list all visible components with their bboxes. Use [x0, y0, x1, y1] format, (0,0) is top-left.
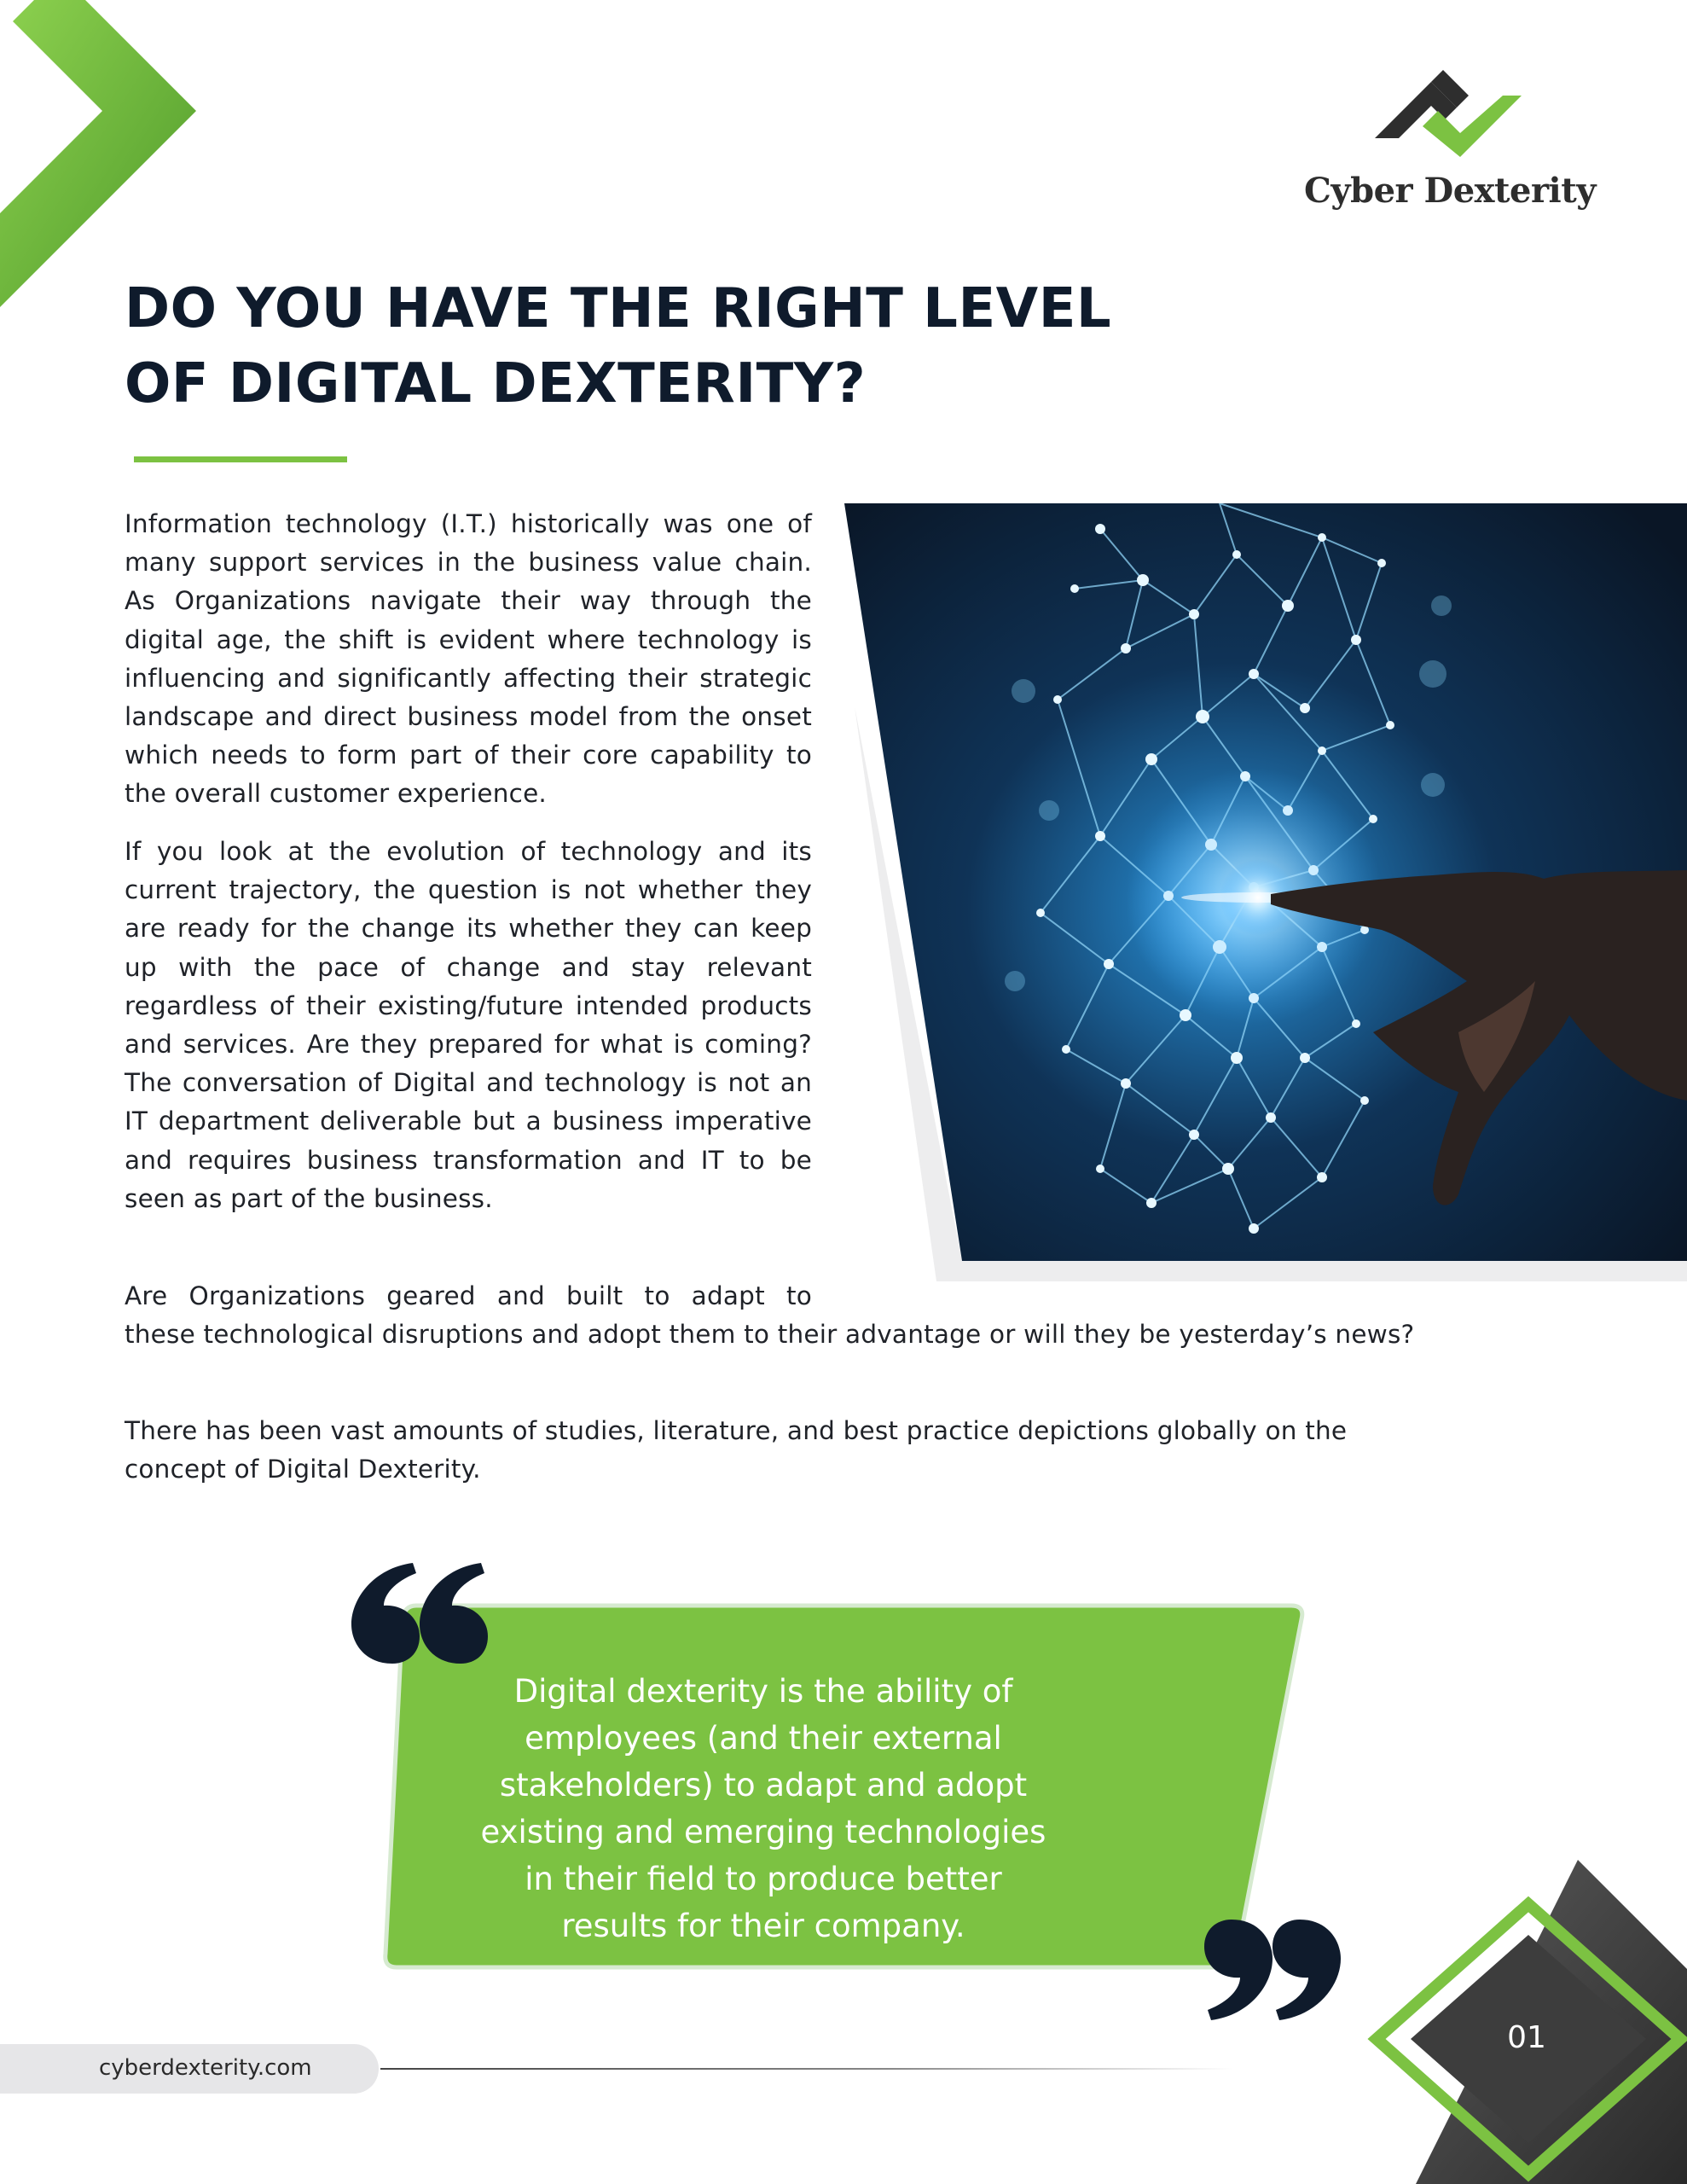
quote-text: Digital dexterity is the ability of employees (and their external stakeholders) to adapt and adopt existing and emerging technologies in their field to produce better results for their company. [480, 1673, 1046, 1944]
body-paragraph-3-continuation: these technological disruptions and adopt them to their advantage or will they be yesterday’s news? [125, 1320, 1415, 1349]
hand-touching-network-illustration [844, 503, 1687, 1281]
body-paragraph-2: If you look at the evolution of technology and its current trajectory, the question is not whether they are ready for the change its whether they can keep up with the pace of change and stay relevant regardless of their existing/future intended products and services. Are they prepared for what is coming? The conversation of Digital and technology is not an IT department deliverable but a business imperative and requires business transformation and IT to be seen as part of the business. [125, 837, 812, 1213]
body-paragraph-4: There has been vast amounts of studies, literature, and best practice depictions globally on the concept of Digital Dexterity. [125, 1416, 1348, 1484]
brand-logo [1279, 67, 1620, 229]
page-title-line-1: DO YOU HAVE THE RIGHT LEVEL [125, 277, 1112, 340]
footer-url-pill [0, 2044, 379, 2094]
brand-name: Cyber Dexterity [1304, 171, 1596, 211]
open-quote-icon [350, 1561, 495, 1672]
footer-url[interactable]: cyberdexterity.com [99, 2055, 312, 2081]
page-title [125, 271, 1233, 421]
page-number: 01 [1507, 2020, 1546, 2055]
close-quote-icon [1197, 1911, 1342, 2022]
cyber-dexterity-logo-icon [1375, 67, 1528, 160]
page-title-line-2: OF DIGITAL DEXTERITY? [125, 352, 867, 415]
title-underline [134, 456, 347, 462]
body-paragraph-3-first-line: Are Organizations geared and built to adapt to [125, 1281, 812, 1310]
footer-divider [380, 2068, 1233, 2070]
quote-block [341, 1553, 1365, 2030]
body-paragraph-1: Information technology (I.T.) historically was one of many support services in the business value chain. As Organizations navigate their way through the digital age, the shift is evident where technology is influencing and significantly affecting their strategic landscape and direct business model from the onset which needs to form part of their core capability to the overall customer experience. [125, 509, 812, 809]
